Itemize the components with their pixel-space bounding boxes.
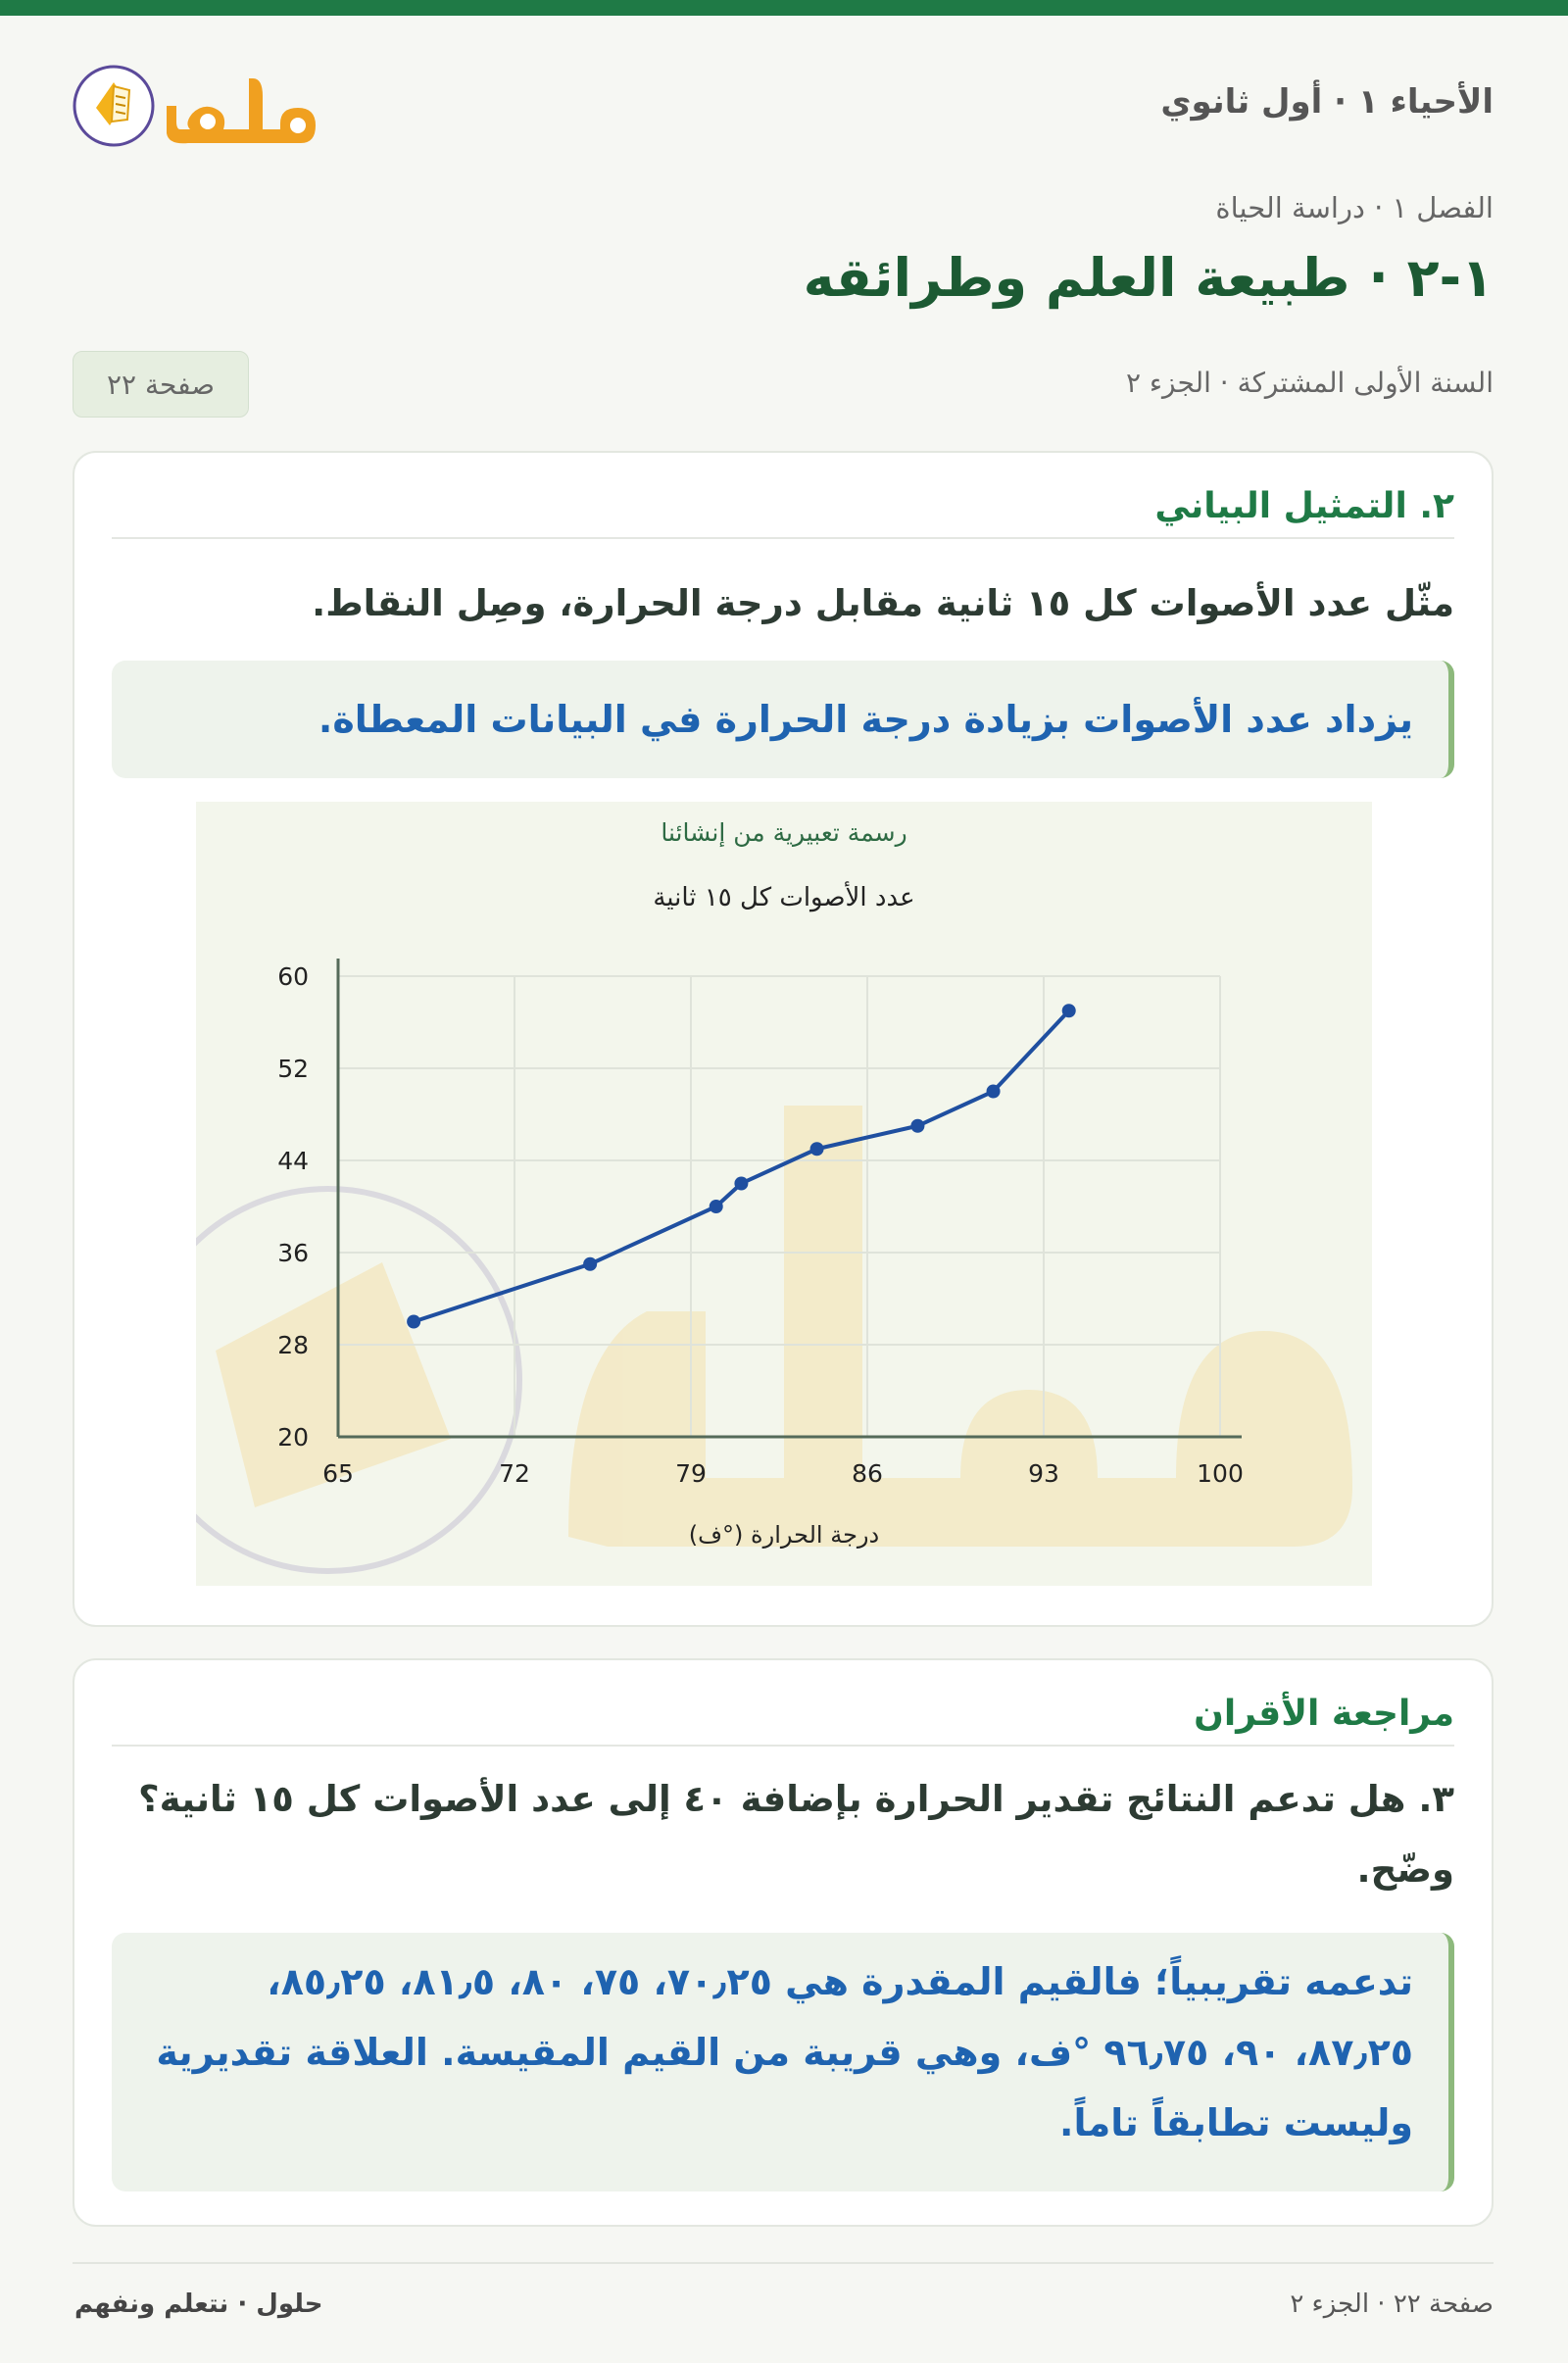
data-point bbox=[407, 1315, 420, 1329]
y-tick-label: 36 bbox=[277, 1239, 309, 1267]
chart-area bbox=[196, 802, 1372, 1586]
data-point bbox=[583, 1257, 597, 1271]
x-tick-label: 72 bbox=[499, 1459, 530, 1488]
y-tick-label: 44 bbox=[277, 1147, 309, 1175]
x-tick-label: 100 bbox=[1197, 1459, 1244, 1488]
data-point bbox=[1062, 1004, 1076, 1017]
hulul-logo bbox=[71, 57, 325, 155]
y-tick-label: 28 bbox=[277, 1331, 309, 1359]
y-tick-label: 60 bbox=[277, 962, 309, 991]
footer-divider bbox=[73, 2262, 1494, 2264]
data-point bbox=[910, 1119, 924, 1133]
chart-title: عدد الأصوات كل ١٥ ثانية bbox=[653, 883, 915, 912]
peer-review-card bbox=[73, 1658, 1494, 2227]
x-tick-label: 65 bbox=[322, 1459, 354, 1488]
data-point bbox=[710, 1200, 723, 1213]
data-point bbox=[734, 1177, 748, 1191]
y-tick-label: 52 bbox=[277, 1055, 309, 1083]
x-tick-label: 93 bbox=[1028, 1459, 1059, 1488]
x-tick-label: 86 bbox=[852, 1459, 883, 1488]
footer-brand: حلول · نتعلم ونفهم bbox=[74, 2289, 323, 2319]
term-label: السنة الأولى المشتركة · الجزء ٢ bbox=[1125, 367, 1494, 399]
y-tick-label: 20 bbox=[277, 1423, 309, 1452]
answer-box: يزداد عدد الأصوات بزيادة درجة الحرارة في البيانات المعطاة. bbox=[112, 661, 1454, 778]
line-chart bbox=[196, 802, 1372, 1586]
question-text: مثّل عدد الأصوات كل ١٥ ثانية مقابل درجة الحرارة، وصِل النقاط. bbox=[312, 582, 1454, 624]
x-tick-label: 79 bbox=[675, 1459, 707, 1488]
series-line bbox=[414, 1010, 1069, 1321]
answer-box: تدعمه تقريبياً؛ فالقيم المقدرة هي ٧٠٫٢٥، ٧٥، ٨٠، ٨١٫٥، ٨٥٫٢٥، ٨٧٫٢٥، ٩٠، ٩٦٫٧٥ °ف، وهي قريبة من القيم المقيسة. العلاقة تقديرية وليست تطابقاً تاماً. bbox=[112, 1933, 1454, 2191]
section-heading: ٢. التمثيل البياني bbox=[112, 486, 1454, 539]
footer-page-info: صفحة ٢٢ · الجزء ٢ bbox=[1290, 2289, 1494, 2319]
page-badge: صفحة ٢٢ bbox=[73, 351, 249, 418]
watermark-logo bbox=[196, 1106, 1352, 1571]
graphing-card bbox=[73, 451, 1494, 1627]
data-point bbox=[810, 1142, 824, 1156]
chart-caption: رسمة تعبيرية من إنشائنا bbox=[661, 818, 907, 847]
chapter-label: الفصل ١ · دراسة الحياة bbox=[1215, 191, 1494, 224]
question-text: ٣. هل تدعم النتائج تقدير الحرارة بإضافة ٤٠ إلى عدد الأصوات كل ١٥ ثانية؟ وضّح. bbox=[138, 1778, 1454, 1891]
data-point bbox=[987, 1085, 1001, 1099]
section-heading: مراجعة الأقران bbox=[112, 1694, 1454, 1747]
lesson-title: ١-٢ · طبيعة العلم وطرائقه bbox=[803, 247, 1494, 309]
x-axis-label: درجة الحرارة (°ف) bbox=[688, 1521, 880, 1549]
chart-grid bbox=[338, 976, 1220, 1437]
subject-title: الأحياء ١ · أول ثانوي bbox=[1160, 82, 1494, 122]
top-accent-bar bbox=[0, 0, 1568, 16]
chart-series bbox=[407, 1004, 1076, 1328]
